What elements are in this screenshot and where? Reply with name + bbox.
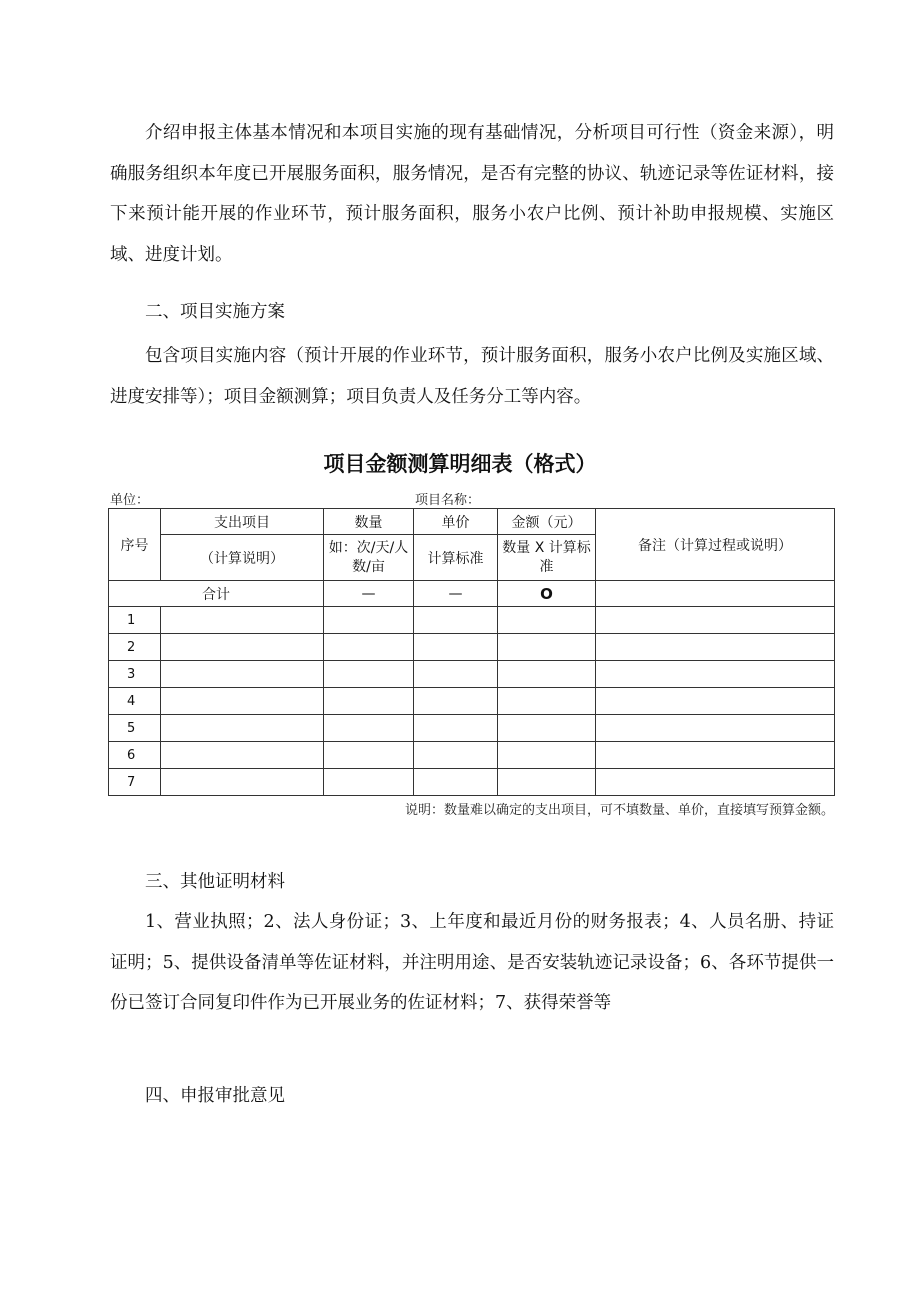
total-label: 合计: [109, 581, 324, 607]
header-qty-desc: 如：次/天/人数/亩: [324, 535, 414, 581]
cell-qty[interactable]: [324, 715, 414, 742]
cell-price[interactable]: [414, 634, 498, 661]
cell-item[interactable]: [161, 769, 324, 796]
cell-amount[interactable]: [498, 634, 596, 661]
cell-qty[interactable]: [324, 769, 414, 796]
cell-remark[interactable]: [596, 742, 835, 769]
table-row: [109, 661, 835, 688]
row-seq: 3: [109, 661, 161, 688]
cell-qty[interactable]: [324, 607, 414, 634]
header-item-desc: （计算说明）: [161, 535, 324, 581]
header-qty: 数量: [324, 509, 414, 535]
header-seq: 序号: [109, 509, 161, 581]
cell-price[interactable]: [414, 661, 498, 688]
row-seq: 2: [109, 634, 161, 661]
cell-qty[interactable]: [324, 634, 414, 661]
table-row: [109, 715, 835, 742]
row-seq: 6: [109, 742, 161, 769]
cell-remark[interactable]: [596, 715, 835, 742]
cell-item[interactable]: [161, 742, 324, 769]
section4-heading: 四、申报审批意见: [145, 1086, 285, 1106]
cell-remark[interactable]: [596, 688, 835, 715]
cell-amount[interactable]: [498, 688, 596, 715]
row-seq: 1: [109, 607, 161, 634]
section2-heading: 二、项目实施方案: [145, 302, 285, 322]
header-price-desc: 计算标准: [414, 535, 498, 581]
cell-qty[interactable]: [324, 661, 414, 688]
total-amount: O: [498, 581, 596, 607]
cell-remark[interactable]: [596, 634, 835, 661]
section3-paragraph: 1、营业执照；2、法人身份证；3、上年度和最近月份的财务报表；4、人员名册、持证证明；5、提供设备清单等佐证材料，并注明用途、是否安装轨迹记录设备；6、各环节提供一份已签订合同复印件作为已开展业务的佐证材料；7、获得荣誉等: [110, 912, 834, 1013]
budget-table: [108, 508, 835, 796]
cell-price[interactable]: [414, 607, 498, 634]
table-row: [109, 607, 835, 634]
table-row: [109, 688, 835, 715]
section2-paragraph: 包含项目实施内容（预计开展的作业环节，预计服务面积，服务小农户比例及实施区域、进度安排等）；项目金额测算；项目负责人及任务分工等内容。: [110, 346, 834, 407]
table-note: 说明：数量难以确定的支出项目，可不填数量、单价，直接填写预算金额。: [404, 803, 834, 818]
cell-price[interactable]: [414, 688, 498, 715]
row-seq: 5: [109, 715, 161, 742]
cell-price[interactable]: [414, 715, 498, 742]
intro-paragraph: 介绍申报主体基本情况和本项目实施的现有基础情况，分析项目可行性（资金来源），明确服务组织本年度已开展服务面积，服务情况，是否有完整的协议、轨迹记录等佐证材料，接下来预计能开展的作业环节，预计服务面积，服务小农户比例、预计补助申报规模、实施区域、进度计划。: [110, 123, 834, 265]
cell-remark[interactable]: [596, 607, 835, 634]
table-row: [109, 634, 835, 661]
cell-item[interactable]: [161, 607, 324, 634]
cell-item[interactable]: [161, 661, 324, 688]
cell-price[interactable]: [414, 742, 498, 769]
header-item: 支出项目: [161, 509, 324, 535]
cell-amount[interactable]: [498, 742, 596, 769]
cell-item[interactable]: [161, 688, 324, 715]
cell-remark[interactable]: [596, 769, 835, 796]
total-qty: —: [324, 581, 414, 607]
cell-amount[interactable]: [498, 769, 596, 796]
total-price: —: [414, 581, 498, 607]
cell-qty[interactable]: [324, 688, 414, 715]
header-price: 单价: [414, 509, 498, 535]
table-row: [109, 742, 835, 769]
cell-price[interactable]: [414, 769, 498, 796]
header-remark: 备注（计算过程或说明）: [596, 509, 835, 581]
table-title: 项目金额测算明细表（格式）: [323, 452, 597, 476]
project-name-label: 项目名称：: [415, 493, 481, 508]
unit-label: 单位：: [110, 493, 150, 508]
total-row: [109, 581, 835, 607]
header-amount: 金额（元）: [498, 509, 596, 535]
cell-amount[interactable]: [498, 661, 596, 688]
cell-item[interactable]: [161, 634, 324, 661]
cell-qty[interactable]: [324, 742, 414, 769]
cell-amount[interactable]: [498, 607, 596, 634]
section3-heading: 三、其他证明材料: [145, 872, 285, 892]
header-amount-desc: 数量 X 计算标准: [498, 535, 596, 581]
cell-amount[interactable]: [498, 715, 596, 742]
cell-remark[interactable]: [596, 661, 835, 688]
row-seq: 4: [109, 688, 161, 715]
total-remark: [596, 581, 835, 607]
header-row-top: [109, 509, 835, 535]
row-seq: 7: [109, 769, 161, 796]
table-row: [109, 769, 835, 796]
cell-item[interactable]: [161, 715, 324, 742]
